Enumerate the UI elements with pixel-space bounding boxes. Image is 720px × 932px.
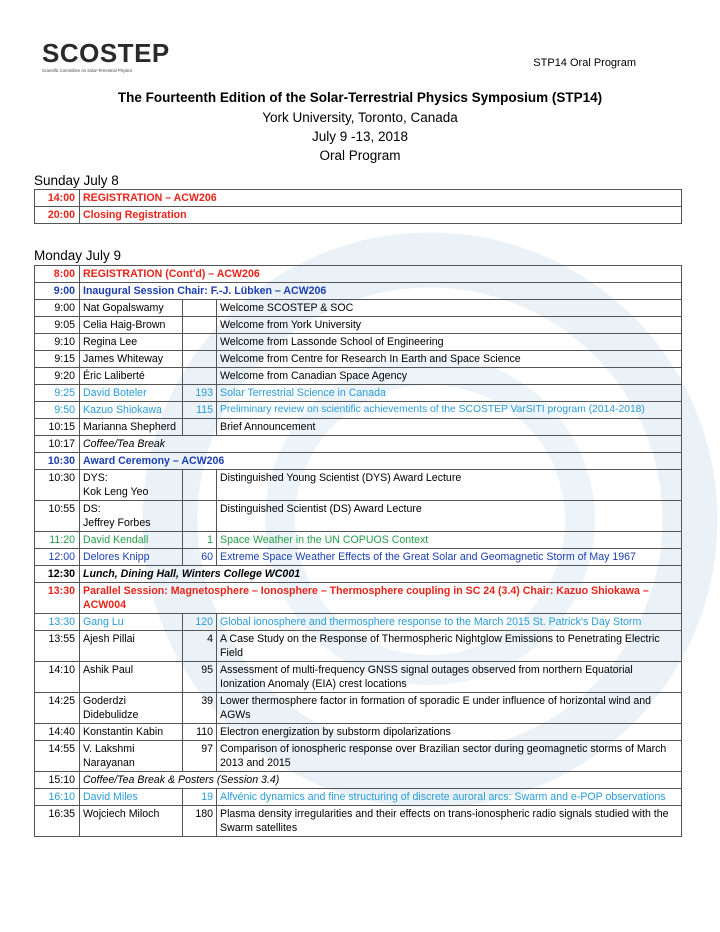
table-row: [35, 566, 682, 583]
table-row: [35, 402, 682, 419]
table-row: [35, 300, 682, 317]
time-cell: 14:00: [35, 190, 80, 207]
table-row: [35, 419, 682, 436]
sunday-heading: Sunday July 8: [34, 173, 119, 188]
time-cell: 13:30: [35, 583, 80, 614]
abstract-number-cell: [183, 351, 217, 368]
talk-title-cell: Plasma density irregularities and their effects on trans-ionospheric radio signals studied with the Swarm satellites: [217, 806, 682, 837]
abstract-number-cell: 1: [183, 532, 217, 549]
speaker-cell: DYS: Kok Leng Yeo: [80, 470, 183, 501]
time-cell: 9:25: [35, 385, 80, 402]
speaker-cell: Ajesh Pillai: [80, 631, 183, 662]
speaker-cell: Nat Gopalswamy: [80, 300, 183, 317]
time-cell: 9:00: [35, 300, 80, 317]
speaker-cell: Marianna Shepherd: [80, 419, 183, 436]
abstract-number-cell: [183, 470, 217, 501]
talk-title-cell: Lower thermosphere factor in formation of sporadic E under influence of horizontal wind and AGWs: [217, 693, 682, 724]
talk-title-cell: Welcome from Centre for Research In Earth and Space Science: [217, 351, 682, 368]
session-cell: Inaugural Session Chair: F.-J. Lübken – ACW206: [80, 283, 682, 300]
break-cell: Coffee/Tea Break & Posters (Session 3.4): [80, 772, 682, 789]
speaker-cell: Éric Laliberté: [80, 368, 183, 385]
abstract-number-cell: 193: [183, 385, 217, 402]
time-cell: 14:40: [35, 724, 80, 741]
time-cell: 10:55: [35, 501, 80, 532]
time-cell: 14:25: [35, 693, 80, 724]
time-cell: 9:05: [35, 317, 80, 334]
time-cell: 13:30: [35, 614, 80, 631]
table-row: [35, 583, 682, 614]
abstract-number-cell: [183, 317, 217, 334]
time-cell: 12:00: [35, 549, 80, 566]
speaker-cell: Ashik Paul: [80, 662, 183, 693]
talk-title-cell: Space Weather in the UN COPUOS Context: [217, 532, 682, 549]
abstract-number-cell: [183, 300, 217, 317]
time-cell: 9:15: [35, 351, 80, 368]
abstract-number-cell: 115: [183, 402, 217, 419]
abstract-number-cell: [183, 501, 217, 532]
table-row: [35, 806, 682, 837]
event-cell: REGISTRATION – ACW206: [80, 190, 682, 207]
table-row: [35, 207, 682, 224]
session-cell: Parallel Session: Magnetosphere – Ionosphere – Thermosphere coupling in SC 24 (3.4) Chair: Kazuo Shiokawa – ACW004: [80, 583, 682, 614]
talk-title-cell: Welcome from Lassonde School of Engineering: [217, 334, 682, 351]
talk-title-cell: A Case Study on the Response of Thermospheric Nightglow Emissions to Penetrating Electric Field: [217, 631, 682, 662]
program-label: Oral Program: [319, 148, 401, 163]
logo-subtitle: Scientific Committee on Solar-Terrestrial Physics: [42, 68, 133, 73]
talk-title-cell: Alfvénic dynamics and fine structuring of discrete auroral arcs: Swarm and e-POP observations: [217, 789, 682, 806]
speaker-cell: V. Lakshmi Narayanan: [80, 741, 183, 772]
talk-title-cell: Assessment of multi-frequency GNSS signal outages observed from northern Equatorial Ionization Anomaly (EIA) crest locations: [217, 662, 682, 693]
event-cell: Closing Registration: [80, 207, 682, 224]
time-cell: 14:10: [35, 662, 80, 693]
talk-title-cell: Comparison of ionospheric response over Brazilian sector during geomagnetic storms of March 2013 and 2015: [217, 741, 682, 772]
time-cell: 16:35: [35, 806, 80, 837]
speaker-cell: Regina Lee: [80, 334, 183, 351]
talk-title-cell: Welcome SCOSTEP & SOC: [217, 300, 682, 317]
speaker-cell: Wojciech Miloch: [80, 806, 183, 837]
table-row: [35, 614, 682, 631]
abstract-number-cell: 4: [183, 631, 217, 662]
monday-heading: Monday July 9: [34, 248, 122, 263]
table-row: [35, 741, 682, 772]
table-row: [35, 549, 682, 566]
break-cell: Coffee/Tea Break: [80, 436, 682, 453]
table-row: [35, 436, 682, 453]
abstract-number-cell: [183, 419, 217, 436]
table-row: [35, 724, 682, 741]
sunday-table: [34, 189, 682, 224]
time-cell: 10:15: [35, 419, 80, 436]
symposium-title: The Fourteenth Edition of the Solar-Terrestrial Physics Symposium (STP14): [117, 90, 603, 105]
table-row: [35, 532, 682, 549]
talk-title-cell: Extreme Space Weather Effects of the Great Solar and Geomagnetic Storm of May 1967: [217, 549, 682, 566]
break-cell: Lunch, Dining Hall, Winters College WC001: [80, 566, 682, 583]
table-row: [35, 266, 682, 283]
abstract-number-cell: 95: [183, 662, 217, 693]
time-cell: 9:10: [35, 334, 80, 351]
dates: July 9 -13, 2018: [311, 129, 409, 144]
time-cell: 12:30: [35, 566, 80, 583]
table-row: [35, 283, 682, 300]
table-row: [35, 693, 682, 724]
abstract-number-cell: 39: [183, 693, 217, 724]
speaker-cell: David Kendall: [80, 532, 183, 549]
table-row: [35, 662, 682, 693]
table-row: [35, 351, 682, 368]
abstract-number-cell: 120: [183, 614, 217, 631]
abstract-number-cell: [183, 334, 217, 351]
table-row: [35, 501, 682, 532]
talk-title-cell: Solar Terrestrial Science in Canada: [217, 385, 682, 402]
time-cell: 10:17: [35, 436, 80, 453]
abstract-number-cell: 60: [183, 549, 217, 566]
table-row: [35, 453, 682, 470]
abstract-number-cell: 97: [183, 741, 217, 772]
table-row: [35, 368, 682, 385]
speaker-cell: Konstantin Kabin: [80, 724, 183, 741]
time-cell: 8:00: [35, 266, 80, 283]
talk-title-cell: Welcome from York University: [217, 317, 682, 334]
abstract-number-cell: [183, 368, 217, 385]
speaker-cell: Delores Knipp: [80, 549, 183, 566]
talk-title-cell: Welcome from Canadian Space Agency: [217, 368, 682, 385]
talk-title-cell: Distinguished Scientist (DS) Award Lecture: [217, 501, 682, 532]
table-row: [35, 317, 682, 334]
session-cell: Award Ceremony – ACW206: [80, 453, 682, 470]
document-label: STP14 Oral Program: [533, 57, 636, 69]
logo-wordmark: SCOSTEP: [42, 38, 170, 68]
time-cell: 13:55: [35, 631, 80, 662]
speaker-cell: DS: Jeffrey Forbes: [80, 501, 183, 532]
time-cell: 9:20: [35, 368, 80, 385]
speaker-cell: Kazuo Shiokawa: [80, 402, 183, 419]
scostep-logo: [42, 38, 170, 78]
speaker-cell: Goderdzi Didebulidze: [80, 693, 183, 724]
table-row: [35, 190, 682, 207]
time-cell: 11:20: [35, 532, 80, 549]
title-block: [0, 88, 720, 165]
talk-title-cell: Electron energization by substorm dipolarizations: [217, 724, 682, 741]
event-cell: REGISTRATION (Cont'd) – ACW206: [80, 266, 682, 283]
talk-title-cell: Brief Announcement: [217, 419, 682, 436]
time-cell: 20:00: [35, 207, 80, 224]
abstract-number-cell: 180: [183, 806, 217, 837]
table-row: [35, 631, 682, 662]
time-cell: 14:55: [35, 741, 80, 772]
speaker-cell: Celia Haig-Brown: [80, 317, 183, 334]
time-cell: 10:30: [35, 453, 80, 470]
speaker-cell: David Miles: [80, 789, 183, 806]
monday-table: [34, 265, 682, 837]
table-row: [35, 789, 682, 806]
table-row: [35, 334, 682, 351]
speaker-cell: Gang Lu: [80, 614, 183, 631]
speaker-cell: David Boteler: [80, 385, 183, 402]
table-row: [35, 385, 682, 402]
abstract-number-cell: 110: [183, 724, 217, 741]
table-row: [35, 470, 682, 501]
time-cell: 10:30: [35, 470, 80, 501]
time-cell: 9:50: [35, 402, 80, 419]
talk-title-cell: Global ionosphere and thermosphere response to the March 2015 St. Patrick's Day Storm: [217, 614, 682, 631]
talk-title-cell: Distinguished Young Scientist (DYS) Award Lecture: [217, 470, 682, 501]
abstract-number-cell: 19: [183, 789, 217, 806]
speaker-cell: James Whiteway: [80, 351, 183, 368]
table-row: [35, 772, 682, 789]
talk-title-cell: Preliminary review on scientific achievements of the SCOSTEP VarSITI program (2014-2018): [217, 402, 682, 419]
time-cell: 16:10: [35, 789, 80, 806]
time-cell: 15:10: [35, 772, 80, 789]
time-cell: 9:00: [35, 283, 80, 300]
venue: York University, Toronto, Canada: [262, 110, 458, 125]
